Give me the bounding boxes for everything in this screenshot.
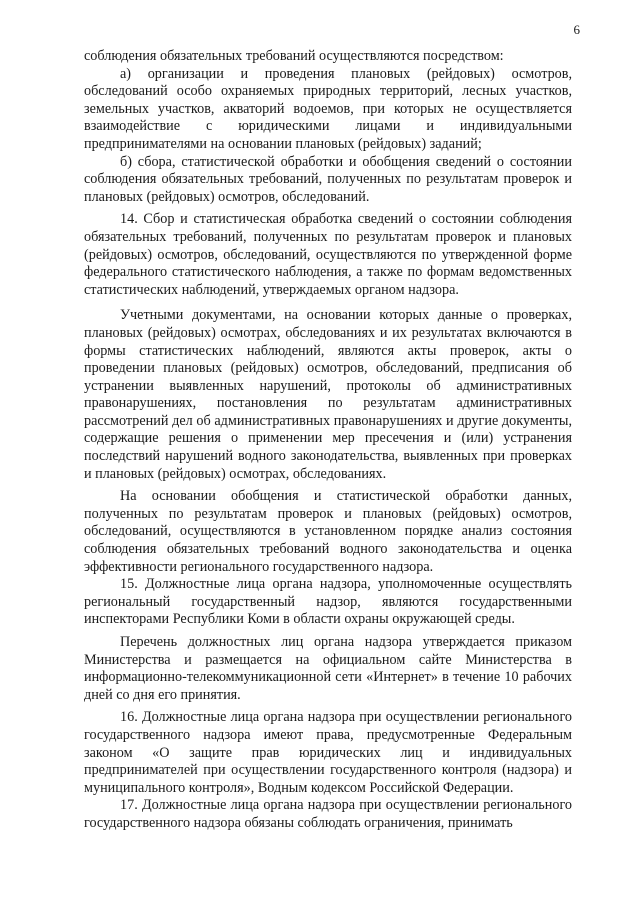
document-body <box>84 48 572 833</box>
paragraph-analysis: На основании обобщения и статистической обработки данных, полученных по результатам проверок и плановых (рейдовых) осмотров, обследований, осуществляются в установленном порядке анализ состояния соблюдения обязательных требований водного законодательства и оценка эффективности регионального государственного надзора. <box>84 488 572 575</box>
paragraph-item-a: а) организации и проведения плановых (рейдовых) осмотров, обследований особо охраняемых природных территорий, лесных участков, земельных участков, акваторий водоемов, при которых не осуществляется взаимодействие с юридическими лицами и индивидуальными предпринимателями на основании плановых (рейдовых) заданий; <box>84 65 572 152</box>
paragraph-clause-17: 17. Должностные лица органа надзора при осуществлении регионального государственного надзора обязаны соблюдать ограничения, принимать <box>84 797 572 831</box>
paragraph-accounting-documents: Учетными документами, на основании которых данные о проверках, плановых (рейдовых) осмотрах, обследованиях и их результатах включаются в формы статистических наблюдений, являются акты проверок, акты о проведении плановых (рейдовых) осмотров, обследований, предписания об устранении выявленных нарушений, протоколы об административных правонарушениях, постановления по результатам административных рассмотрений дел об административных правонарушениях и другие документы, содержащие решения о применении мер пресечения и (или) устранения последствий нарушений водного законодательства, выявленных при проверках и плановых (рейдовых) осмотрах, обследованиях. <box>84 307 572 482</box>
paragraph-clause-15: 15. Должностные лица органа надзора, уполномоченные осуществлять региональный государственный надзор, являются государственными инспекторами Республики Коми в области охраны окружающей среды. <box>84 576 572 628</box>
paragraph-clause-14: 14. Сбор и статистическая обработка сведений о состоянии соблюдения обязательных требований, полученных по результатам проверок и плановых (рейдовых) осмотров, обследований, осуществляются по утвержденной форме федерального статистического наблюдения, а также по формам ведомственных статистических наблюдений, утверждаемых органом надзора. <box>84 211 572 298</box>
paragraph-clause-16: 16. Должностные лица органа надзора при осуществлении регионального государственного надзора имеют права, предусмотренные Федеральным законом «О защите прав юридических лиц и индивидуальных предпринимателей при осуществлении государственного контроля (надзора) и муниципального контроля», Водным кодексом Российской Федерации. <box>84 709 572 796</box>
paragraph-item-b: б) сбора, статистической обработки и обобщения сведений о состоянии соблюдения обязательных требований, полученных по результатам проверок и плановых (рейдовых) осмотров, обследований. <box>84 153 572 205</box>
paragraph-officials-list: Перечень должностных лиц органа надзора утверждается приказом Министерства и размещается на официальном сайте Министерства в информационно-телекоммуникационной сети «Интернет» в течение 10 рабочих дней со дня его принятия. <box>84 634 572 703</box>
paragraph-intro-continuation: соблюдения обязательных требований осуществляются посредством: <box>84 48 504 64</box>
page-number: 6 <box>573 22 580 37</box>
